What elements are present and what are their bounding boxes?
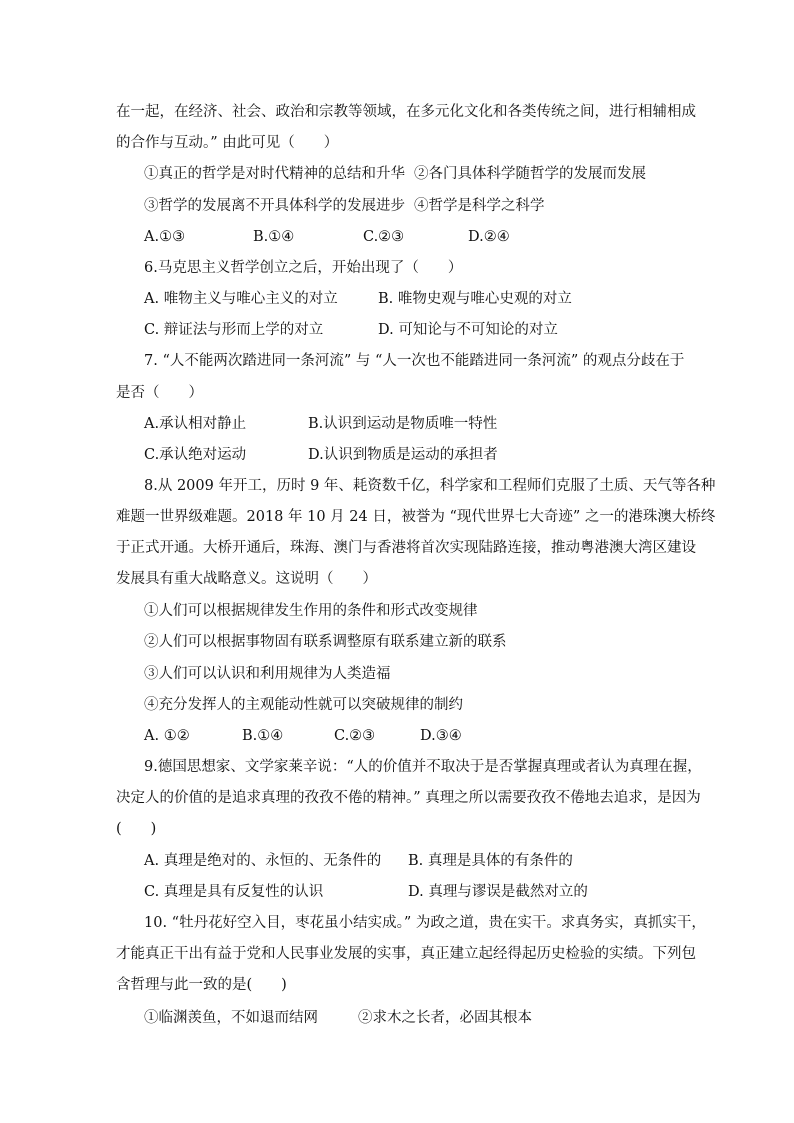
q9-stem-line-1: 9.德国思想家、文学家莱辛说：“人的价值并不取决于是否掌握真理或者认为真理在握， bbox=[144, 759, 702, 775]
q8-statement-3: ③人们可以认识和利用规律为人类造福 bbox=[144, 666, 391, 682]
q7-stem-line-1: 7. “人不能两次踏进同一条河流” 与 “人一次也不能踏进同一条河流” 的观点分歧在于 bbox=[144, 353, 685, 369]
q5-statement-4: ④哲学是科学之科学 bbox=[414, 198, 545, 214]
q6-option-a: A. 唯物主义与唯心主义的对立 bbox=[144, 291, 338, 307]
q8-option-c: C.②③ bbox=[334, 728, 376, 744]
q9-option-d: D. 真理与谬误是截然对立的 bbox=[408, 884, 588, 900]
q8-stem-line-4: 发展具有重大战略意义。这说明（ ） bbox=[116, 571, 377, 587]
q9-option-b: B. 真理是具体的有条件的 bbox=[408, 853, 573, 869]
q6-option-d: D. 可知论与不可知论的对立 bbox=[378, 322, 558, 338]
q5-stem-line-2: 的合作与互动。” 由此可见（ ） bbox=[116, 135, 339, 151]
q5-option-d: D.②④ bbox=[468, 229, 510, 245]
q5-statement-2: ②各门具体科学随哲学的发展而发展 bbox=[414, 166, 646, 182]
q9-option-c: C. 真理是具有反复性的认识 bbox=[144, 884, 324, 900]
q9-stem-line-3: ( ) bbox=[116, 821, 157, 837]
q10-statement-1: ①临渊羡鱼，不如退而结网 bbox=[144, 1010, 318, 1026]
q8-option-b: B.①④ bbox=[242, 728, 284, 744]
q7-option-d: D.认识到物质是运动的承担者 bbox=[308, 447, 498, 463]
q10-stem-line-2: 才能真正干出有益于党和人民事业发展的实事，真正建立起经得起历史检验的实绩。下列包 bbox=[116, 946, 696, 962]
q5-option-b: B.①④ bbox=[253, 229, 295, 245]
q6-option-c: C. 辩证法与形而上学的对立 bbox=[144, 322, 324, 338]
q8-statement-2: ②人们可以根据事物固有联系调整原有联系建立新的联系 bbox=[144, 634, 507, 650]
q6-option-b: B. 唯物史观与唯心史观的对立 bbox=[378, 291, 572, 307]
q10-statement-2: ②求木之长者，必固其根本 bbox=[358, 1010, 532, 1026]
q9-option-a: A. 真理是绝对的、永恒的、无条件的 bbox=[144, 853, 382, 869]
q7-option-b: B.认识到运动是物质唯一特性 bbox=[308, 416, 498, 432]
q8-stem-line-1: 8.从 2009 年开工，历时 9 年、耗资数千亿，科学家和工程师们克服了土质、天气等各种 bbox=[144, 478, 716, 494]
q5-stem-line-1: 在一起，在经济、社会、政治和宗教等领域，在多元化文化和各类传统之间，进行相辅相成 bbox=[116, 104, 696, 120]
q10-stem-line-1: 10. “牡丹花好空入目，枣花虽小结实成。” 为政之道，贵在实干。求真务实，真抓实干， bbox=[144, 915, 706, 931]
q5-statement-1: ①真正的哲学是对时代精神的总结和升华 bbox=[144, 166, 405, 182]
q5-option-a: A.①③ bbox=[144, 229, 186, 245]
q8-option-d: D.③④ bbox=[420, 728, 462, 744]
q6-stem: 6.马克思主义哲学创立之后，开始出现了（ ） bbox=[144, 260, 463, 276]
q8-statement-4: ④充分发挥人的主观能动性就可以突破规律的制约 bbox=[144, 697, 463, 713]
q5-option-c: C.②③ bbox=[363, 229, 405, 245]
q8-option-a: A. ①② bbox=[144, 728, 190, 744]
q5-statement-3: ③哲学的发展离不开具体科学的发展进步 bbox=[144, 198, 405, 214]
q7-stem-line-2: 是否（ ） bbox=[116, 385, 203, 401]
q7-option-a: A.承认相对静止 bbox=[144, 416, 247, 432]
q9-stem-line-2: 决定人的价值的是追求真理的孜孜不倦的精神。” 真理之所以需要孜孜不倦地去追求，是因为 bbox=[116, 790, 701, 806]
q8-statement-1: ①人们可以根据规律发生作用的条件和形式改变规律 bbox=[144, 603, 478, 619]
q7-option-c: C.承认绝对运动 bbox=[144, 447, 247, 463]
q8-stem-line-2: 难题一世界级难题。2018 年 10 月 24 日，被誉为 “现代世界七大奇迹” 之一的港珠澳大桥终 bbox=[116, 509, 716, 525]
q8-stem-line-3: 于正式开通。大桥开通后，珠海、澳门与香港将首次实现陆路连接，推动粤港澳大湾区建设 bbox=[116, 540, 696, 556]
q10-stem-line-3: 含哲理与此一致的是( ) bbox=[116, 977, 287, 993]
